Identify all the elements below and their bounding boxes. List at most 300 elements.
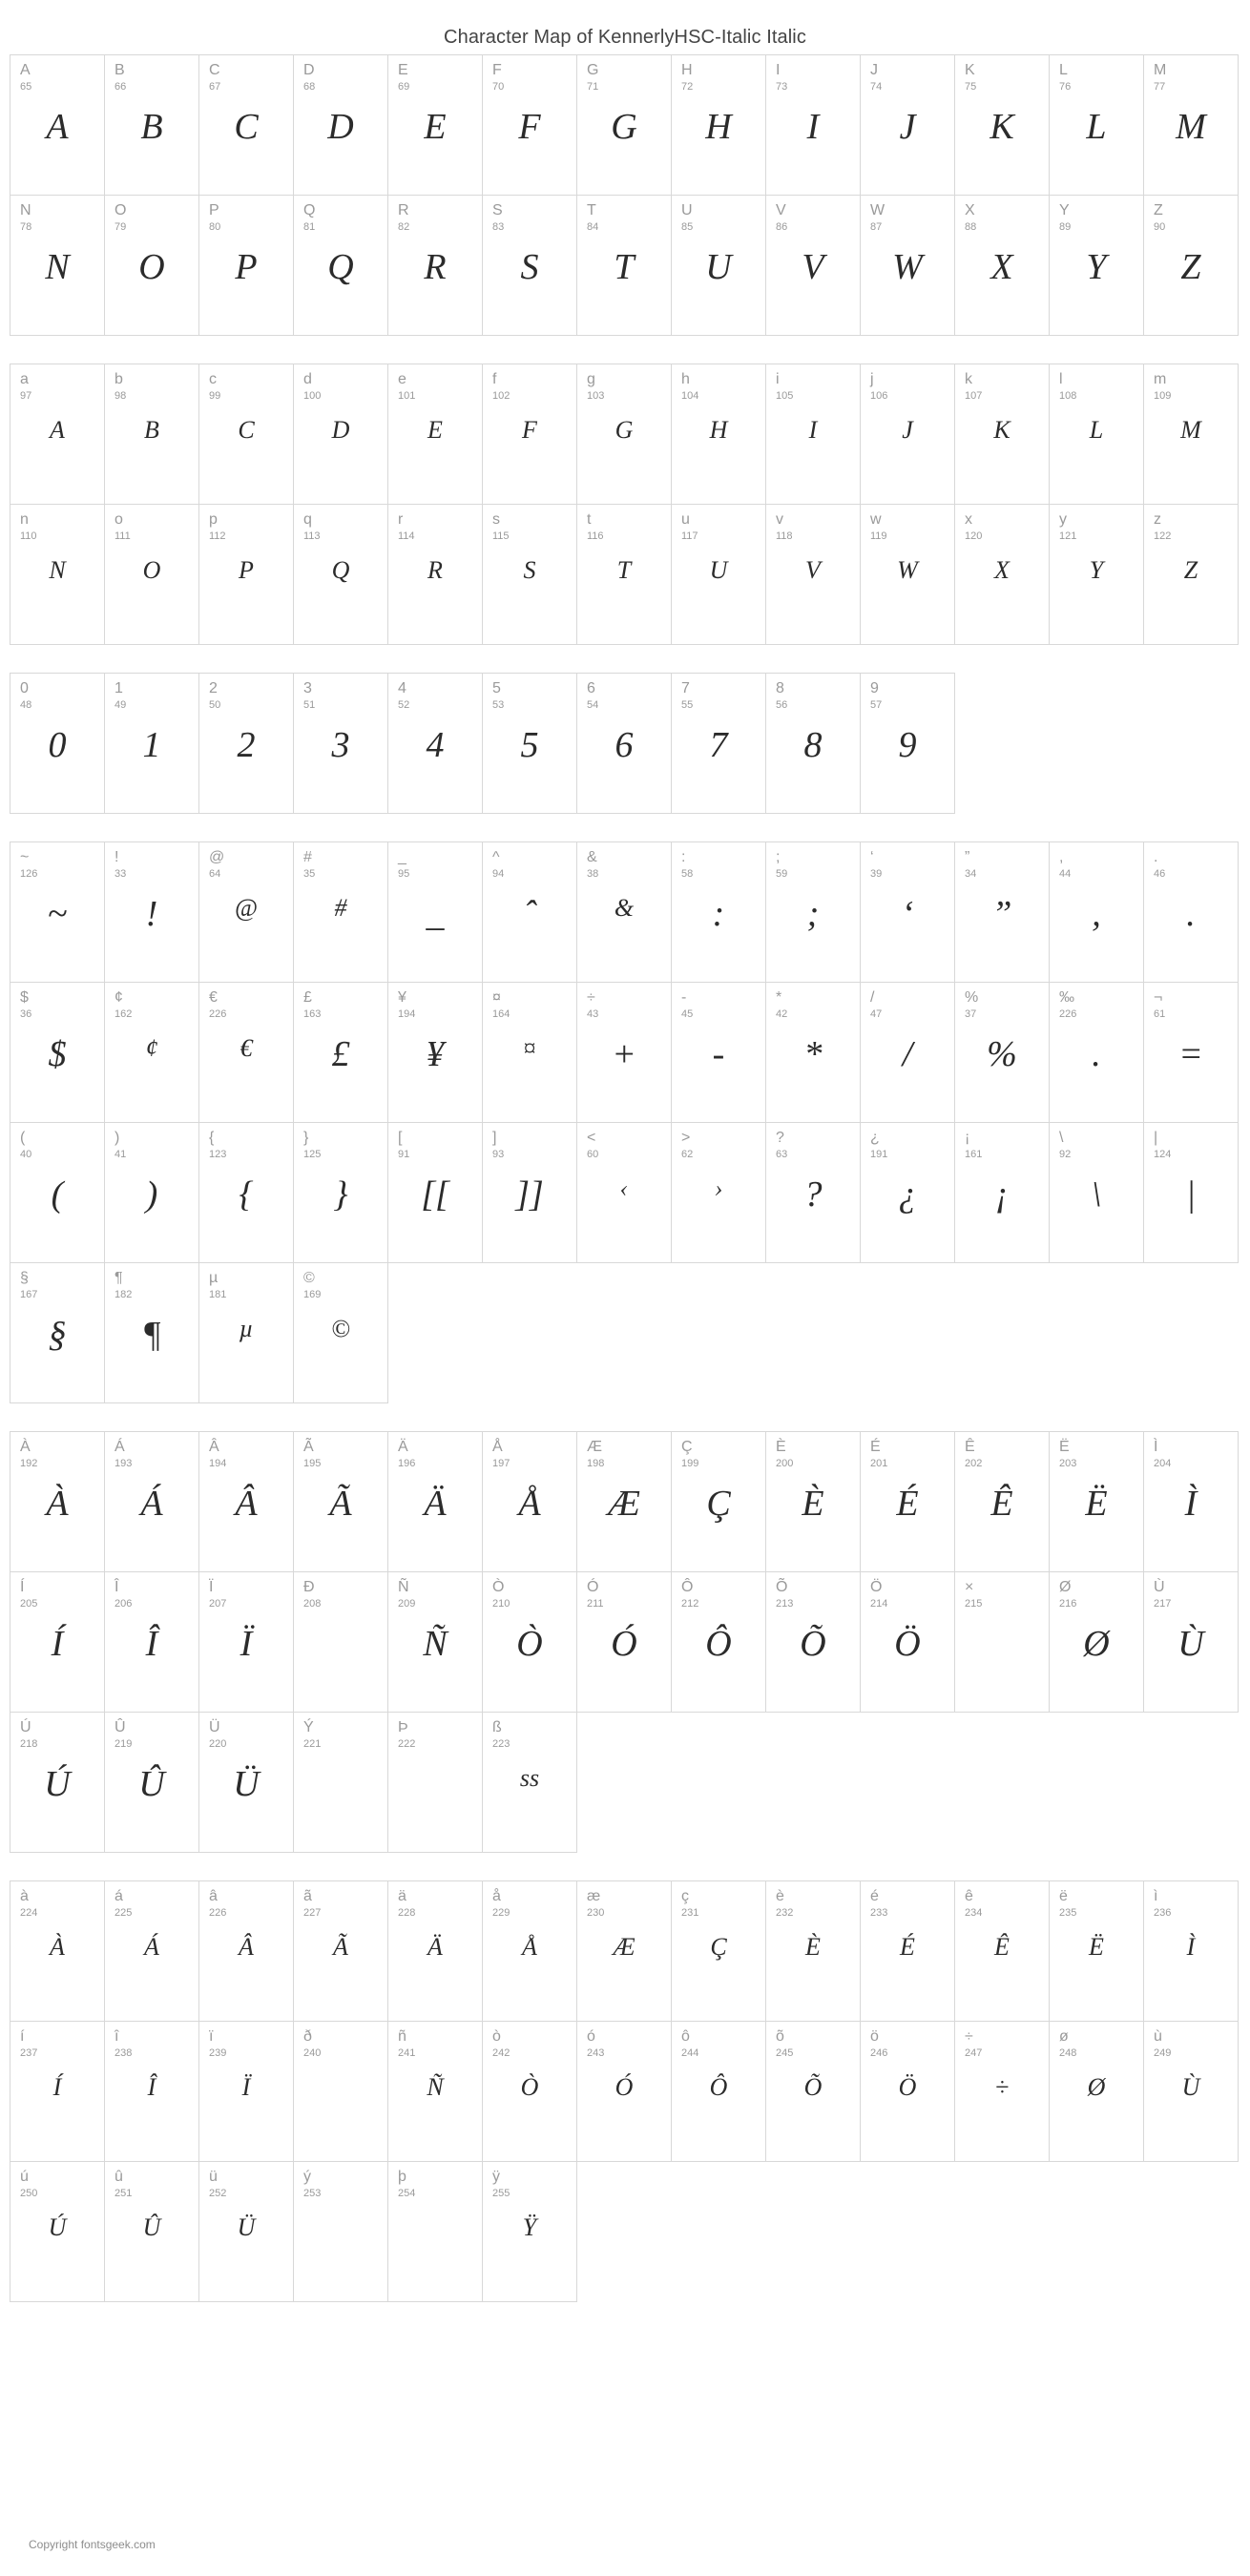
char-cell[interactable] [765,673,861,814]
char-cell[interactable] [387,1431,483,1572]
char-glyph: 2 [237,725,256,765]
char-cell[interactable] [954,1431,1050,1572]
char-glyph: , [1092,894,1101,934]
char-cell[interactable] [198,2021,294,2162]
char-cell[interactable] [482,1431,577,1572]
char-label: È [776,1439,786,1455]
char-cell[interactable] [104,2021,199,2162]
char-cell[interactable] [671,54,766,196]
char-cell[interactable] [198,364,294,505]
char-cell[interactable] [198,1712,294,1853]
char-label: Î [115,1579,119,1595]
char-code: 86 [776,221,788,233]
char-cell[interactable] [387,1880,483,2022]
char-code: 193 [115,1458,133,1469]
char-label: Ã [303,1439,314,1455]
char-glyph: # [334,894,347,922]
char-label: z [1154,511,1161,528]
char-cell[interactable] [482,1122,577,1263]
char-cell[interactable] [482,2021,577,2162]
char-cell[interactable] [765,1571,861,1713]
char-cell[interactable] [482,841,577,983]
char-cell[interactable] [104,54,199,196]
char-cell[interactable] [860,504,955,645]
char-cell[interactable] [860,1431,955,1572]
char-cell[interactable] [293,1122,388,1263]
char-cell[interactable] [765,504,861,645]
char-code: 228 [398,1907,416,1919]
char-cell[interactable] [387,673,483,814]
char-label: h [681,371,690,387]
char-glyph: Æ [608,1484,640,1524]
char-cell[interactable] [198,673,294,814]
char-cell[interactable] [10,1712,105,1853]
char-code: 84 [587,221,599,233]
char-cell[interactable] [671,1122,766,1263]
char-code: 64 [209,868,221,880]
char-cell[interactable] [10,364,105,505]
char-label: 1 [115,680,123,696]
char-glyph: B [144,416,159,444]
char-cell[interactable] [482,1571,577,1713]
char-label: Â [209,1439,219,1455]
char-cell[interactable] [860,195,955,336]
char-cell[interactable] [293,364,388,505]
char-cell[interactable] [954,1122,1050,1263]
char-cell[interactable] [954,364,1050,505]
char-code: 232 [776,1907,794,1919]
char-cell[interactable] [104,504,199,645]
char-code: 243 [587,2047,605,2059]
char-cell[interactable] [765,841,861,983]
char-code: 216 [1059,1598,1077,1610]
char-cell[interactable] [671,982,766,1123]
char-label: Ê [965,1439,975,1455]
char-cell[interactable] [765,364,861,505]
char-cell[interactable] [104,1880,199,2022]
char-cell[interactable] [104,1262,199,1403]
char-glyph: D [327,107,354,147]
char-cell[interactable] [293,673,388,814]
char-cell[interactable] [387,364,483,505]
char-glyph: Ö [894,1624,921,1664]
char-cell[interactable] [765,1122,861,1263]
char-cell[interactable] [10,1880,105,2022]
char-glyph: Z [1180,247,1201,287]
char-code: 34 [965,868,977,880]
char-cell[interactable] [387,504,483,645]
char-cell[interactable] [1143,841,1239,983]
char-cell[interactable] [954,1571,1050,1713]
char-code: 219 [115,1738,133,1750]
char-cell[interactable] [671,2021,766,2162]
char-label: D [303,62,315,78]
char-cell[interactable] [293,2161,388,2302]
char-glyph: 1 [142,725,161,765]
char-cell[interactable] [10,982,105,1123]
char-glyph: µ [239,1315,254,1342]
char-code: 116 [587,530,604,542]
char-cell[interactable] [293,1712,388,1853]
char-cell[interactable] [387,54,483,196]
char-glyph: Í [51,1624,64,1664]
char-label: V [776,202,786,218]
char-cell[interactable] [954,195,1050,336]
char-cell[interactable] [10,841,105,983]
char-label: ^ [492,849,500,865]
char-cell[interactable] [10,54,105,196]
char-cell[interactable] [671,1880,766,2022]
char-cell[interactable] [1049,1880,1144,2022]
char-code: 218 [20,1738,38,1750]
char-cell[interactable] [387,1712,483,1853]
char-code: 230 [587,1907,605,1919]
char-glyph: Ï [241,2073,251,2101]
char-cell[interactable] [104,1122,199,1263]
char-cell[interactable] [482,2161,577,2302]
char-cell[interactable] [1049,195,1144,336]
char-label: Ô [681,1579,694,1595]
char-glyph: + [612,1034,636,1074]
char-cell[interactable] [671,673,766,814]
char-glyph: ss [519,1764,540,1792]
char-cell[interactable] [860,364,955,505]
char-glyph: Õ [800,1624,826,1664]
char-code: 194 [398,1008,416,1020]
char-code: 123 [209,1149,227,1160]
char-cell[interactable] [576,504,672,645]
char-glyph: 0 [48,725,67,765]
char-code: 200 [776,1458,794,1469]
char-cell[interactable] [1143,1431,1239,1572]
char-code: 254 [398,2188,416,2199]
char-cell[interactable] [104,364,199,505]
copyright-footer: Copyright fontsgeek.com [29,2538,156,2551]
char-cell[interactable] [482,1712,577,1853]
char-label: v [776,511,783,528]
char-cell[interactable] [387,841,483,983]
char-cell[interactable] [387,2161,483,2302]
char-glyph: 5 [520,725,539,765]
char-label: ä [398,1888,406,1904]
char-cell[interactable] [671,364,766,505]
char-cell[interactable] [482,504,577,645]
char-code: 87 [870,221,883,233]
char-code: 191 [870,1149,888,1160]
char-cell[interactable] [1143,1122,1239,1263]
char-cell[interactable] [198,1571,294,1713]
char-cell[interactable] [576,1880,672,2022]
char-cell[interactable] [198,1262,294,1403]
char-glyph: Ü [233,1764,260,1804]
char-label: É [870,1439,881,1455]
char-cell[interactable] [1143,195,1239,336]
char-cell[interactable] [198,54,294,196]
char-label: * [776,989,782,1006]
char-block-lowercase-latin [10,364,1240,644]
char-label: 6 [587,680,595,696]
char-cell[interactable] [1143,2021,1239,2162]
char-cell[interactable] [860,1880,955,2022]
char-cell[interactable] [765,195,861,336]
char-cell[interactable] [860,1571,955,1713]
char-cell[interactable] [482,982,577,1123]
char-cell[interactable] [1049,364,1144,505]
char-label: þ [398,2169,406,2185]
char-code: 95 [398,868,410,880]
char-cell[interactable] [576,841,672,983]
char-code: 110 [20,530,37,542]
char-code: 73 [776,81,788,93]
char-code: 124 [1154,1149,1172,1160]
char-glyph: Æ [613,1933,635,1961]
char-glyph: Î [147,2073,156,2101]
char-cell[interactable] [671,841,766,983]
char-glyph: ; [806,894,820,934]
char-cell[interactable] [576,54,672,196]
char-cell[interactable] [104,2161,199,2302]
char-code: 51 [303,699,316,711]
char-glyph: Ê [994,1933,1010,1961]
char-label: 4 [398,680,406,696]
char-cell[interactable] [104,1431,199,1572]
char-code: 235 [1059,1907,1077,1919]
char-cell[interactable] [10,2021,105,2162]
char-code: 74 [870,81,883,93]
char-code: 208 [303,1598,322,1610]
char-cell[interactable] [1049,1122,1144,1263]
char-cell[interactable] [576,2021,672,2162]
char-row [10,364,1240,644]
char-cell[interactable] [1143,1880,1239,2022]
char-code: 67 [209,81,221,93]
char-cell[interactable] [10,1262,105,1403]
char-cell[interactable] [198,1431,294,1572]
char-cell[interactable] [10,1431,105,1572]
char-cell[interactable] [387,982,483,1123]
char-glyph: Ç [710,1933,727,1961]
char-cell[interactable] [765,54,861,196]
char-cell[interactable] [293,1431,388,1572]
char-label: A [20,62,31,78]
char-glyph: | [1185,1174,1197,1215]
char-cell[interactable] [104,982,199,1123]
char-glyph: X [990,247,1013,287]
char-cell[interactable] [860,841,955,983]
char-cell[interactable] [1049,1571,1144,1713]
char-cell[interactable] [104,841,199,983]
char-code: 197 [492,1458,510,1469]
char-cell[interactable] [293,1262,388,1403]
char-code: 109 [1154,390,1172,402]
char-cell[interactable] [1049,841,1144,983]
char-glyph: K [993,416,1010,444]
char-glyph: U [705,247,732,287]
char-glyph: A [50,416,65,444]
char-cell[interactable] [765,982,861,1123]
char-label: Z [1154,202,1163,218]
char-cell[interactable] [198,1880,294,2022]
char-label: õ [776,2028,784,2045]
char-label: Ù [1154,1579,1165,1595]
char-glyph: ! [145,894,158,934]
char-code: 63 [776,1149,788,1160]
char-cell[interactable] [576,1431,672,1572]
char-cell[interactable] [387,1571,483,1713]
char-cell[interactable] [198,195,294,336]
char-code: 118 [776,530,793,542]
char-label: $ [20,989,29,1006]
char-cell[interactable] [671,1571,766,1713]
char-cell[interactable] [954,504,1050,645]
char-label: å [492,1888,501,1904]
char-cell[interactable] [10,1122,105,1263]
char-cell[interactable] [387,1122,483,1263]
char-cell[interactable] [1049,982,1144,1123]
char-cell[interactable] [10,195,105,336]
char-cell[interactable] [954,841,1050,983]
char-code: 223 [492,1738,510,1750]
char-cell[interactable] [765,1431,861,1572]
char-code: 220 [209,1738,227,1750]
char-code: 69 [398,81,410,93]
char-code: 244 [681,2047,699,2059]
char-label: i [776,371,780,387]
char-glyph: Û [138,1764,165,1804]
char-code: 249 [1154,2047,1172,2059]
char-code: 199 [681,1458,699,1469]
char-cell[interactable] [387,195,483,336]
char-cell[interactable] [293,1571,388,1713]
char-cell[interactable] [1049,504,1144,645]
char-cell[interactable] [765,2021,861,2162]
char-cell[interactable] [576,1571,672,1713]
char-cell[interactable] [10,504,105,645]
char-glyph: È [802,1484,824,1524]
char-label: O [115,202,127,218]
char-cell[interactable] [293,1880,388,2022]
char-cell[interactable] [576,1122,672,1263]
char-cell[interactable] [198,1122,294,1263]
char-cell[interactable] [576,364,672,505]
char-code: 62 [681,1149,694,1160]
char-cell[interactable] [1049,54,1144,196]
char-code: 85 [681,221,694,233]
char-cell[interactable] [860,982,955,1123]
char-cell[interactable] [104,673,199,814]
char-cell[interactable] [293,54,388,196]
char-glyph: 6 [615,725,634,765]
char-cell[interactable] [198,841,294,983]
char-cell[interactable] [860,54,955,196]
char-cell[interactable] [198,2161,294,2302]
char-glyph: ‘ [901,894,914,934]
char-cell[interactable] [954,982,1050,1123]
char-cell[interactable] [860,1122,955,1263]
char-cell[interactable] [671,1431,766,1572]
char-cell[interactable] [293,195,388,336]
char-glyph: I [806,107,820,147]
char-cell[interactable] [482,54,577,196]
char-cell[interactable] [482,1880,577,2022]
char-cell[interactable] [293,982,388,1123]
char-cell[interactable] [482,195,577,336]
char-cell[interactable] [671,195,766,336]
char-label: ( [20,1130,26,1146]
char-glyph: 4 [426,725,445,765]
char-cell[interactable] [293,841,388,983]
char-cell[interactable] [293,504,388,645]
char-cell[interactable] [954,2021,1050,2162]
char-cell[interactable] [387,2021,483,2162]
char-cell[interactable] [482,673,577,814]
char-code: 42 [776,1008,788,1020]
char-code: 101 [398,390,416,402]
char-glyph: ¶ [142,1315,161,1355]
char-cell[interactable] [576,673,672,814]
char-cell[interactable] [482,364,577,505]
char-cell[interactable] [1143,54,1239,196]
char-cell[interactable] [671,504,766,645]
char-glyph: S [520,247,539,287]
char-cell[interactable] [954,54,1050,196]
char-glyph: X [994,556,1010,584]
char-cell[interactable] [1049,2021,1144,2162]
char-cell[interactable] [10,1571,105,1713]
char-cell[interactable] [198,504,294,645]
char-glyph: J [899,107,916,147]
char-cell[interactable] [576,195,672,336]
char-label: C [209,62,220,78]
char-label: ë [1059,1888,1068,1904]
char-code: 182 [115,1289,133,1300]
char-cell[interactable] [1143,364,1239,505]
char-label: ì [1154,1888,1158,1904]
char-cell[interactable] [1143,504,1239,645]
char-cell[interactable] [198,982,294,1123]
char-cell[interactable] [1049,1431,1144,1572]
char-cell[interactable] [576,982,672,1123]
char-glyph: V [805,556,821,584]
char-cell[interactable] [10,673,105,814]
char-cell[interactable] [1143,982,1239,1123]
char-code: 37 [965,1008,977,1020]
char-glyph: ( [51,1174,64,1215]
char-glyph: Ô [705,1624,732,1664]
char-cell[interactable] [10,2161,105,2302]
char-code: 66 [115,81,127,93]
char-label: % [965,989,979,1006]
char-glyph: ” [991,894,1012,934]
char-cell[interactable] [765,1880,861,2022]
char-cell[interactable] [104,1712,199,1853]
char-code: 68 [303,81,316,93]
char-cell[interactable] [104,195,199,336]
char-cell[interactable] [104,1571,199,1713]
char-cell[interactable] [293,2021,388,2162]
char-label: ñ [398,2028,406,2045]
char-code: 120 [965,530,983,542]
char-cell[interactable] [1143,1571,1239,1713]
char-cell[interactable] [860,673,955,814]
char-glyph: Ú [48,2213,67,2241]
char-glyph: Ñ [427,2073,444,2101]
char-glyph: L [1089,416,1104,444]
char-cell[interactable] [860,2021,955,2162]
char-code: 195 [303,1458,322,1469]
char-code: 206 [115,1598,133,1610]
char-cell[interactable] [954,1880,1050,2022]
